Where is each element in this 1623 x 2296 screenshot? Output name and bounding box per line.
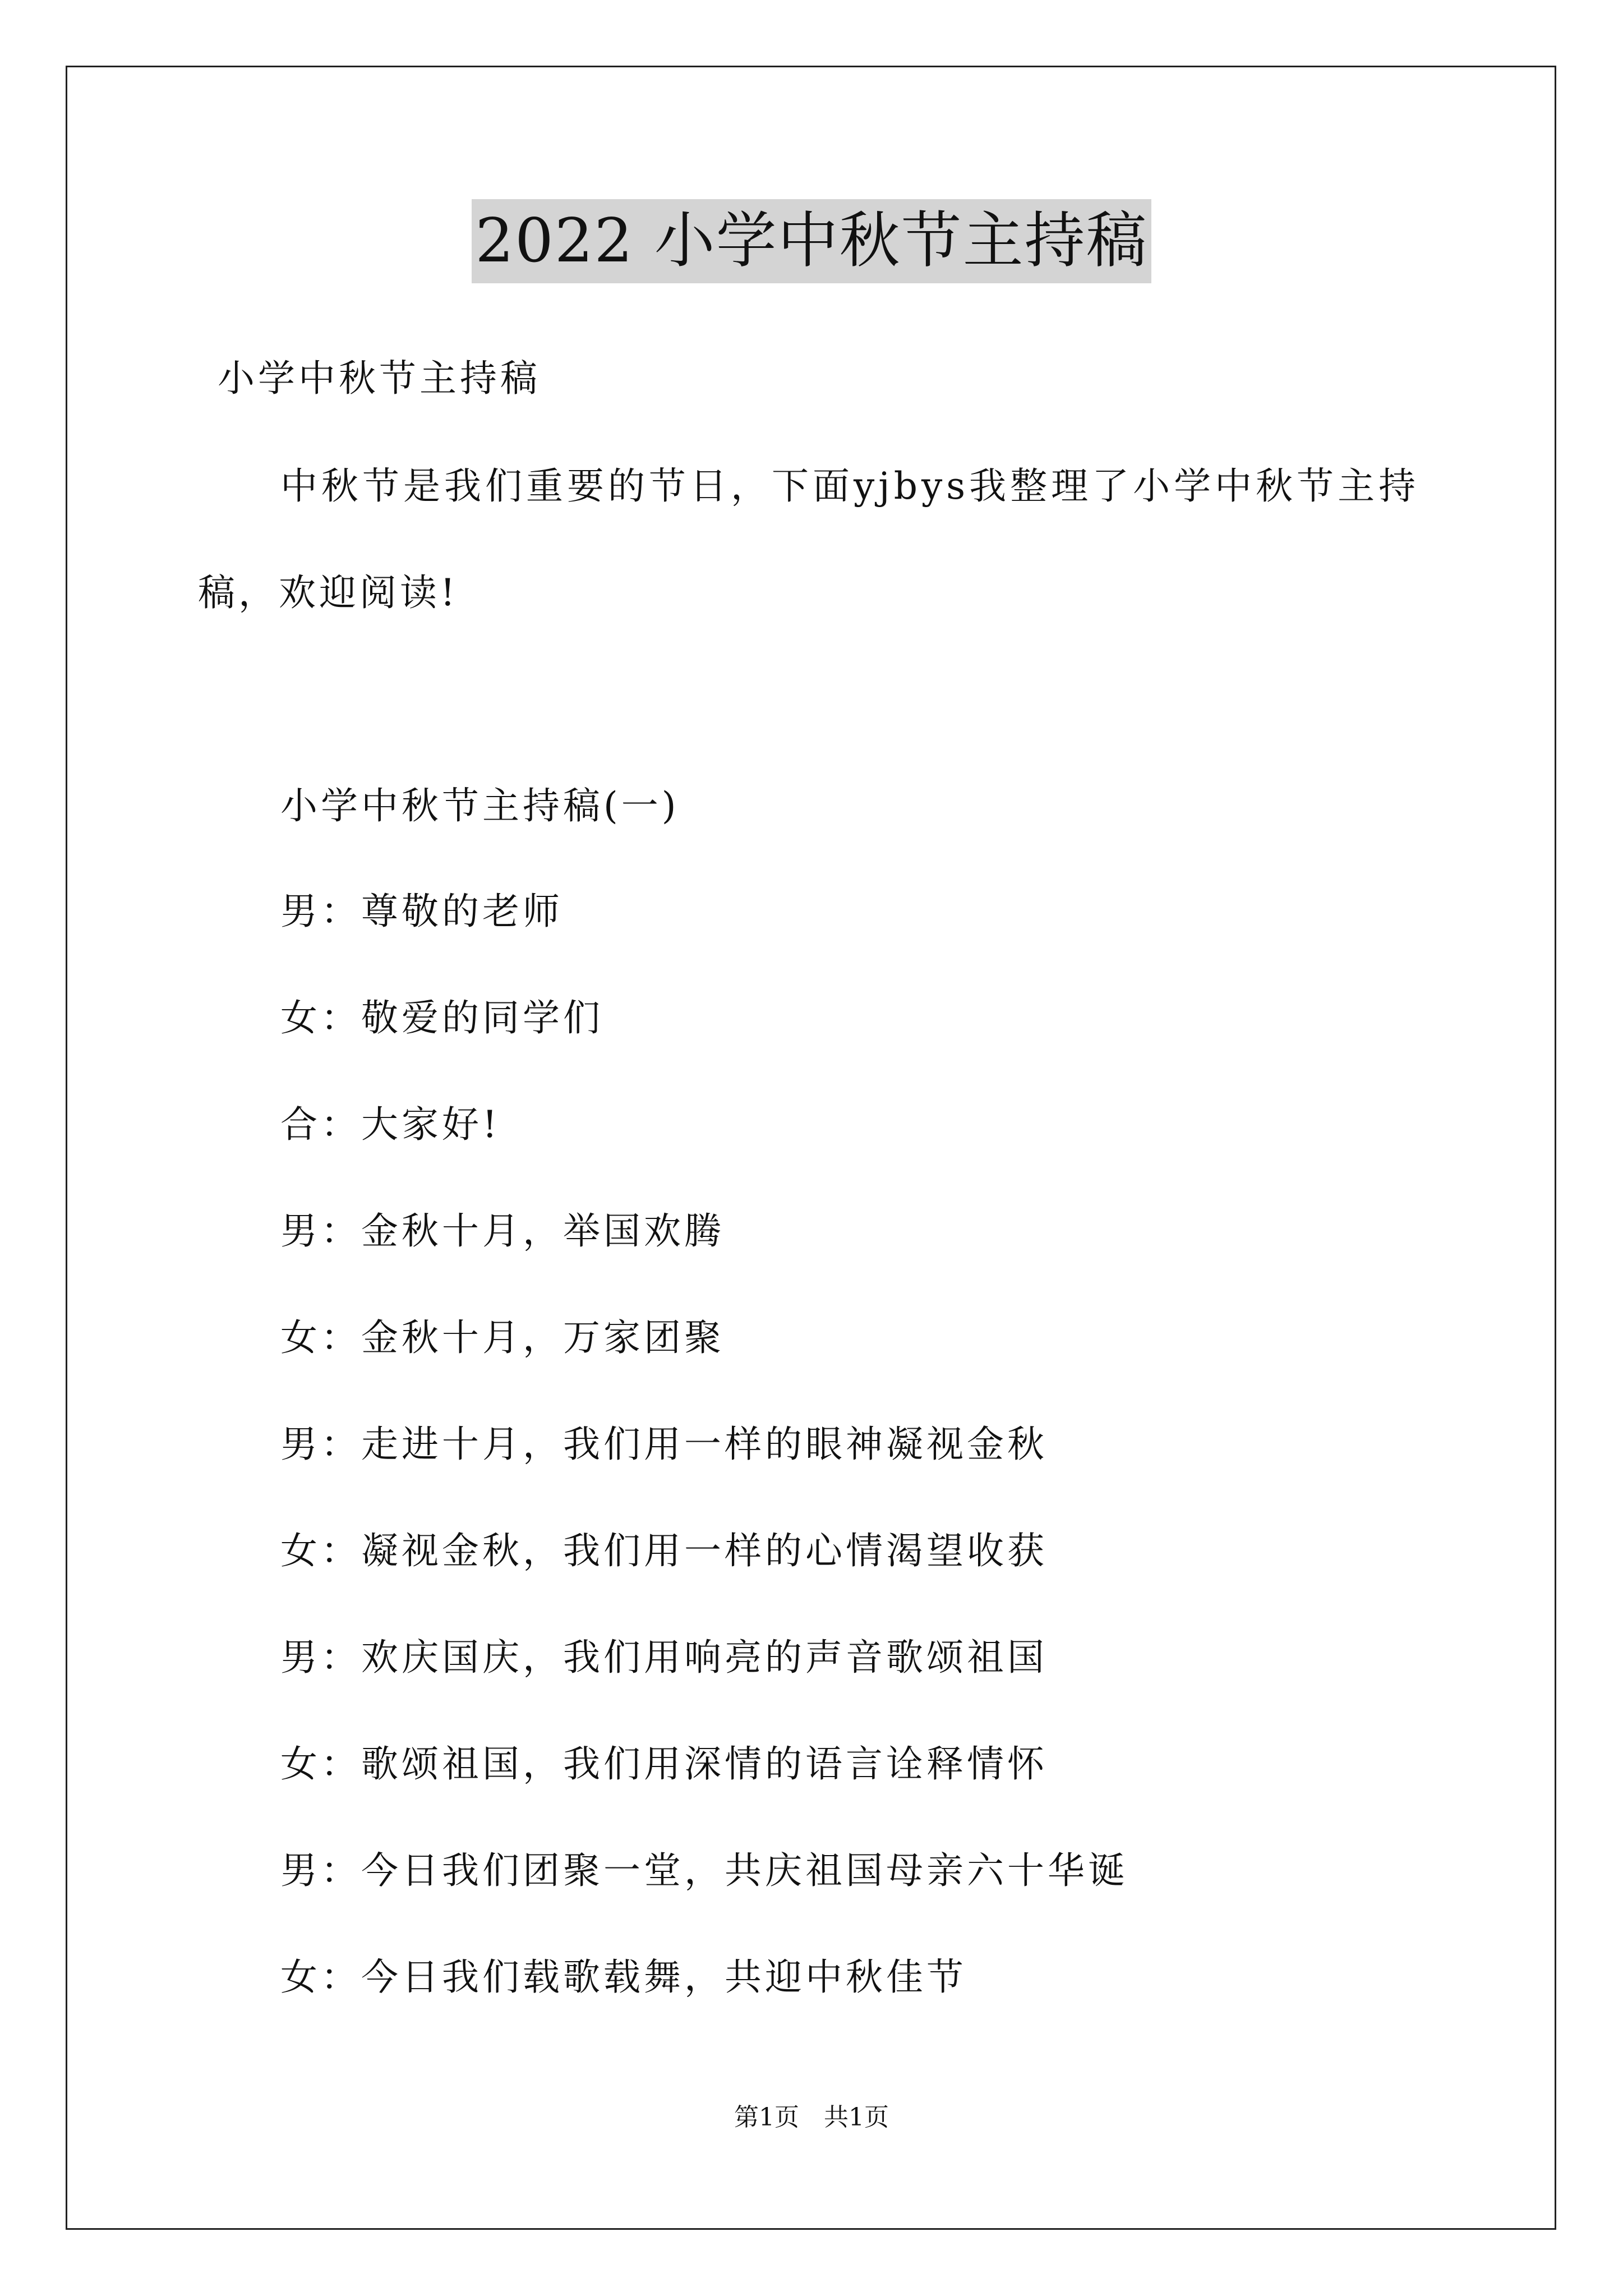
document-subtitle: 小学中秋节主持稿 bbox=[218, 357, 541, 400]
page-number-total: 共1页 bbox=[824, 2103, 889, 2132]
dialogue-line: 男：金秋十月，举国欢腾 bbox=[280, 1209, 725, 1253]
dialogue-line: 合：大家好! bbox=[280, 1103, 501, 1146]
dialogue-line: 女：敬爱的同学们 bbox=[280, 996, 603, 1039]
dialogue-line: 女：今日我们载歌载舞，共迎中秋佳节 bbox=[280, 1955, 967, 1999]
document-title: 2022 小学中秋节主持稿 bbox=[472, 199, 1151, 283]
dialogue-line: 女：凝视金秋，我们用一样的心情渴望收获 bbox=[280, 1529, 1048, 1572]
dialogue-line: 男：欢庆国庆，我们用响亮的声音歌颂祖国 bbox=[280, 1636, 1048, 1679]
intro-line-2: 稿，欢迎阅读! bbox=[198, 571, 459, 614]
dialogue-line: 男：走进十月，我们用一样的眼神凝视金秋 bbox=[280, 1423, 1048, 1466]
dialogue-line: 男：尊敬的老师 bbox=[280, 890, 563, 933]
title-container bbox=[0, 199, 1623, 283]
dialogue-line: 女：金秋十月，万家团聚 bbox=[280, 1316, 725, 1359]
intro-line-1: 中秋节是我们重要的节日，下面yjbys我整理了小学中秋节主持 bbox=[280, 464, 1420, 508]
page-footer bbox=[0, 2101, 1623, 2134]
dialogue-line: 女：歌颂祖国，我们用深情的语言诠释情怀 bbox=[280, 1742, 1048, 1786]
section-heading: 小学中秋节主持稿(一) bbox=[280, 784, 680, 827]
page-number-current: 第1页 bbox=[734, 2103, 799, 2132]
dialogue-line: 男：今日我们团聚一堂，共庆祖国母亲六十华诞 bbox=[280, 1849, 1128, 1892]
